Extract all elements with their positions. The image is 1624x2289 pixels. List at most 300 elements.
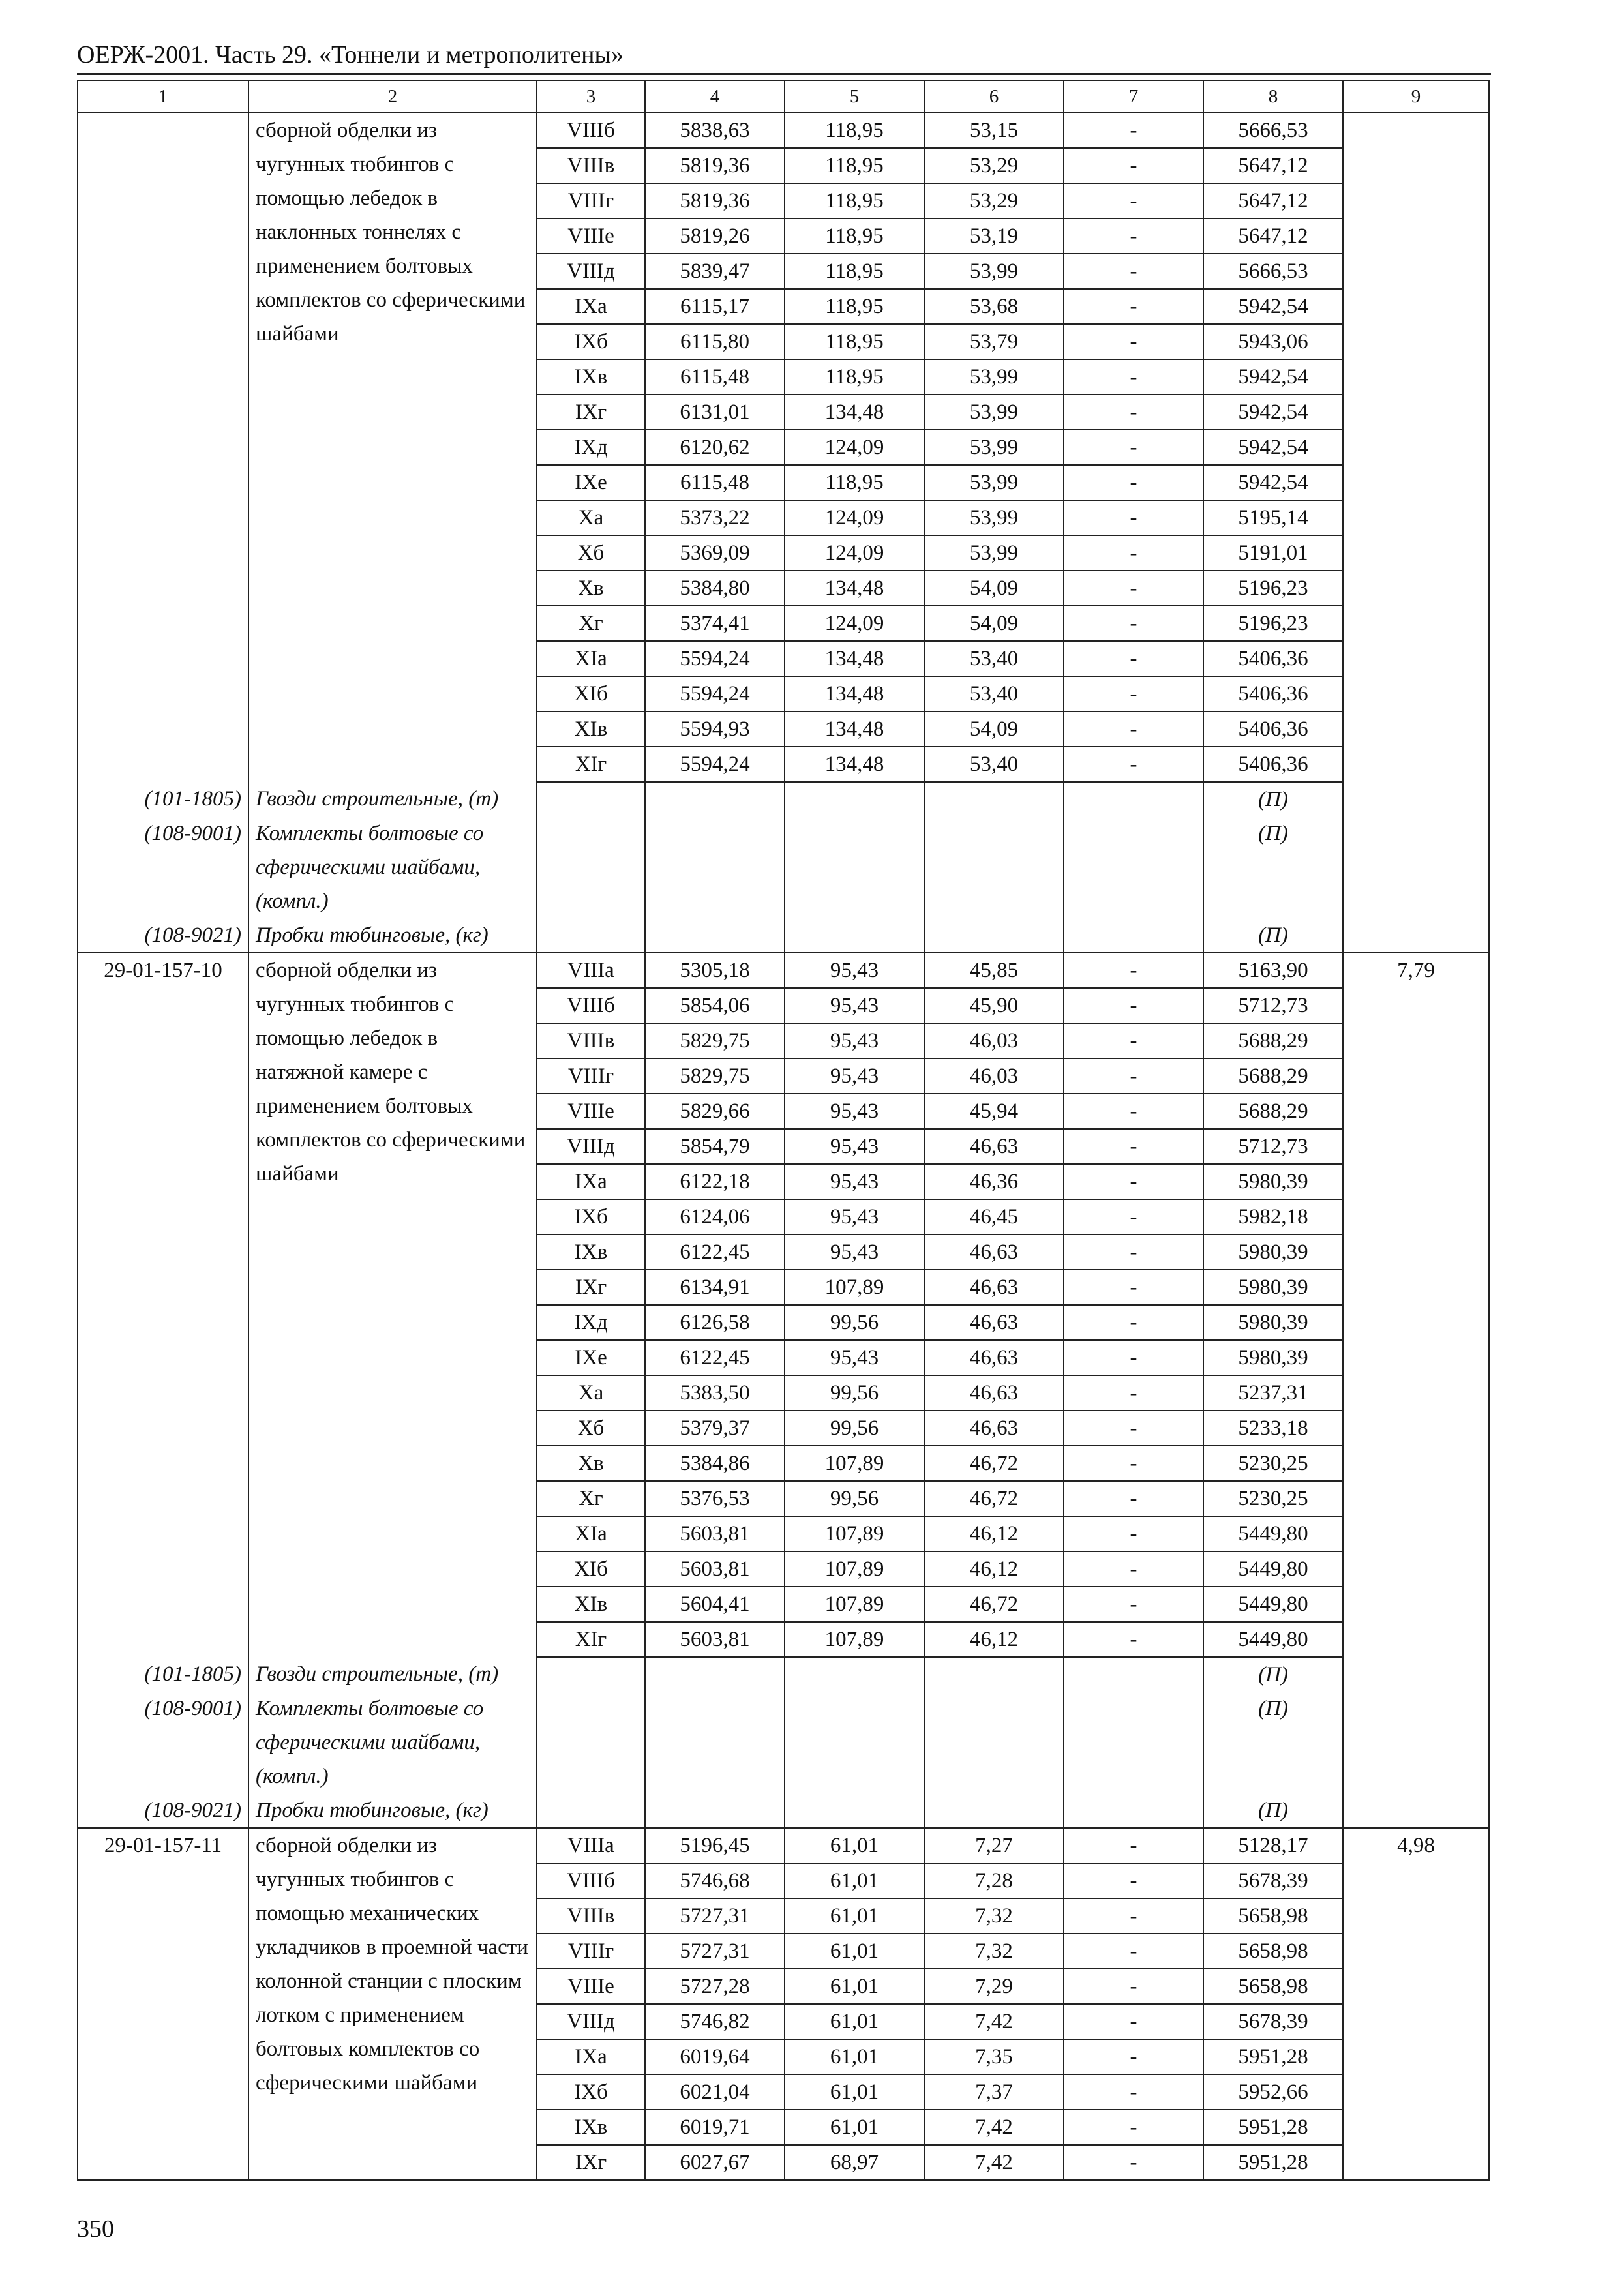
table-cell: 95,43 [785, 953, 924, 988]
table-cell: 5829,66 [645, 1094, 785, 1129]
resource-row [78, 1793, 1489, 1828]
table-cell: - [1064, 148, 1203, 183]
empty-cell [645, 816, 785, 918]
table-cell: 134,48 [785, 641, 924, 676]
empty-cell [924, 782, 1064, 816]
table-cell: Xа [537, 500, 645, 535]
table-cell: 5196,23 [1203, 571, 1343, 606]
resource-unit: (П) [1203, 918, 1343, 953]
table-cell: - [1064, 359, 1203, 395]
table-cell: XIг [537, 747, 645, 782]
table-cell: 61,01 [785, 1863, 924, 1898]
table-cell: 46,12 [924, 1551, 1064, 1587]
table-cell: 6124,06 [645, 1199, 785, 1234]
table-cell: 7,35 [924, 2039, 1064, 2074]
table-cell: 61,01 [785, 1898, 924, 1934]
table-cell: 118,95 [785, 148, 924, 183]
table-cell: 118,95 [785, 359, 924, 395]
table-cell: - [1064, 988, 1203, 1023]
table-cell: 46,12 [924, 1516, 1064, 1551]
table-cell: 134,48 [785, 571, 924, 606]
page-header-title: ОЕРЖ-2001. Часть 29. «Тоннели и метрополитены» [77, 41, 624, 68]
column-header: 9 [1343, 80, 1489, 113]
table-cell: 6122,45 [645, 1234, 785, 1270]
resource-name: Комплекты болтовые со сферическими шайбами, (компл.) [248, 816, 537, 918]
table-cell: 5406,36 [1203, 641, 1343, 676]
table-cell: 68,97 [785, 2145, 924, 2180]
table-cell: 95,43 [785, 1340, 924, 1375]
table-cell: IXд [537, 1305, 645, 1340]
rate-code: 29-01-157-10 [78, 953, 248, 1657]
table-cell: 107,89 [785, 1446, 924, 1481]
table-cell: 46,63 [924, 1411, 1064, 1446]
resource-code: (108-9021) [78, 1793, 248, 1828]
table-cell: 6115,17 [645, 289, 785, 324]
table-cell: 7,42 [924, 2110, 1064, 2145]
table-cell: - [1064, 1934, 1203, 1969]
table-cell: - [1064, 1411, 1203, 1446]
table-cell: 61,01 [785, 2004, 924, 2039]
table-cell: 5603,81 [645, 1622, 785, 1657]
table-cell: IXд [537, 430, 645, 465]
table-cell: - [1064, 1305, 1203, 1340]
table-cell: 107,89 [785, 1587, 924, 1622]
empty-cell [1064, 1657, 1203, 1692]
table-cell: 6021,04 [645, 2074, 785, 2110]
empty-cell [645, 1793, 785, 1828]
table-cell: 53,99 [924, 395, 1064, 430]
table-cell: 46,63 [924, 1375, 1064, 1411]
table-cell: 53,40 [924, 676, 1064, 711]
table-cell: - [1064, 1340, 1203, 1375]
table-cell: 5980,39 [1203, 1305, 1343, 1340]
table-cell: 5727,31 [645, 1898, 785, 1934]
resource-name: Пробки тюбинговые, (кг) [248, 918, 537, 953]
table-cell: 5594,24 [645, 676, 785, 711]
resource-unit: (П) [1203, 782, 1343, 816]
table-cell: 5449,80 [1203, 1587, 1343, 1622]
table-cell: IXв [537, 1234, 645, 1270]
table-cell: 53,68 [924, 289, 1064, 324]
table-cell: 6126,58 [645, 1305, 785, 1340]
table-cell: 5233,18 [1203, 1411, 1343, 1446]
table-cell: 5819,36 [645, 148, 785, 183]
table-cell: - [1064, 289, 1203, 324]
table-cell: 107,89 [785, 1622, 924, 1657]
table-cell: 5678,39 [1203, 1863, 1343, 1898]
table-cell: 5951,28 [1203, 2039, 1343, 2074]
table-cell: 7,32 [924, 1898, 1064, 1934]
table-cell: - [1064, 676, 1203, 711]
table-cell: VIIIб [537, 988, 645, 1023]
table-cell: 5942,54 [1203, 430, 1343, 465]
table-cell: 6019,64 [645, 2039, 785, 2074]
table-cell: 5951,28 [1203, 2110, 1343, 2145]
table-row [78, 1828, 1489, 1863]
table-cell: 45,85 [924, 953, 1064, 988]
table-cell: IXа [537, 1164, 645, 1199]
table-cell: 53,15 [924, 113, 1064, 148]
table-cell: - [1064, 571, 1203, 606]
table-cell: 53,19 [924, 218, 1064, 254]
table-cell: - [1064, 747, 1203, 782]
empty-cell [1064, 816, 1203, 918]
table-cell: 107,89 [785, 1516, 924, 1551]
table-cell: 95,43 [785, 1234, 924, 1270]
table-cell: 46,72 [924, 1481, 1064, 1516]
table-cell: 5942,54 [1203, 359, 1343, 395]
column-header: 3 [537, 80, 645, 113]
page-number: 350 [77, 2215, 114, 2243]
empty-cell [537, 1657, 645, 1692]
table-cell: 134,48 [785, 747, 924, 782]
table-cell: 118,95 [785, 324, 924, 359]
table-cell: 5196,45 [645, 1828, 785, 1863]
table-cell: 5195,14 [1203, 500, 1343, 535]
table-cell: - [1064, 1164, 1203, 1199]
table-cell: 5658,98 [1203, 1934, 1343, 1969]
table-cell: - [1064, 2074, 1203, 2110]
table-cell: 53,99 [924, 465, 1064, 500]
table-cell: - [1064, 1828, 1203, 1863]
table-cell: 53,99 [924, 535, 1064, 571]
table-cell: 5449,80 [1203, 1622, 1343, 1657]
table-cell: - [1064, 430, 1203, 465]
table-cell: 5688,29 [1203, 1058, 1343, 1094]
table-cell: 134,48 [785, 395, 924, 430]
table-cell: - [1064, 1898, 1203, 1934]
table-cell: 5819,36 [645, 183, 785, 218]
table-cell: IXв [537, 2110, 645, 2145]
table-cell: 5712,73 [1203, 988, 1343, 1023]
table-cell: 53,29 [924, 148, 1064, 183]
resource-name: Пробки тюбинговые, (кг) [248, 1793, 537, 1828]
resource-unit: (П) [1203, 1793, 1343, 1828]
table-cell: VIIIе [537, 218, 645, 254]
table-cell: 7,28 [924, 1863, 1064, 1898]
table-cell: 95,43 [785, 1164, 924, 1199]
empty-cell [785, 1657, 924, 1692]
table-cell: 45,94 [924, 1094, 1064, 1129]
empty-cell [645, 1657, 785, 1692]
table-cell: 134,48 [785, 711, 924, 747]
empty-cell [645, 782, 785, 816]
table-cell: 6122,45 [645, 1340, 785, 1375]
table-cell: - [1064, 711, 1203, 747]
empty-cell [645, 1692, 785, 1793]
table-cell: 5658,98 [1203, 1969, 1343, 2004]
table-cell: 53,99 [924, 500, 1064, 535]
table-cell: - [1064, 1023, 1203, 1058]
empty-cell [785, 1692, 924, 1793]
table-cell: 6115,48 [645, 465, 785, 500]
table-cell: VIIIв [537, 148, 645, 183]
table-cell: 5980,39 [1203, 1340, 1343, 1375]
table-cell: - [1064, 1094, 1203, 1129]
table-cell: 6019,71 [645, 2110, 785, 2145]
table-cell: 118,95 [785, 254, 924, 289]
table-cell: 5374,41 [645, 606, 785, 641]
empty-cell [924, 918, 1064, 953]
table-cell: 5128,17 [1203, 1828, 1343, 1863]
table-cell: - [1064, 1199, 1203, 1234]
resource-unit: (П) [1203, 816, 1343, 918]
table-cell: 5594,93 [645, 711, 785, 747]
column-header: 1 [78, 80, 248, 113]
empty-cell [785, 816, 924, 918]
table-cell: - [1064, 500, 1203, 535]
table-cell: 5406,36 [1203, 711, 1343, 747]
table-cell: 61,01 [785, 2039, 924, 2074]
table-cell: 54,09 [924, 711, 1064, 747]
table-cell: 5230,25 [1203, 1481, 1343, 1516]
table-cell: XIв [537, 711, 645, 747]
table-cell: 5666,53 [1203, 113, 1343, 148]
resource-name: Гвозди строительные, (т) [248, 1657, 537, 1692]
table-cell: IXг [537, 395, 645, 430]
table-cell: 5943,06 [1203, 324, 1343, 359]
table-cell: 5406,36 [1203, 676, 1343, 711]
table-cell: 5191,01 [1203, 535, 1343, 571]
table-cell: IXе [537, 1340, 645, 1375]
resource-name: Гвозди строительные, (т) [248, 782, 537, 816]
table-cell: 95,43 [785, 1058, 924, 1094]
empty-cell [537, 1692, 645, 1793]
table-cell: 5604,41 [645, 1587, 785, 1622]
table-cell: VIIIа [537, 1828, 645, 1863]
table-cell: - [1064, 535, 1203, 571]
table-cell: 5376,53 [645, 1481, 785, 1516]
table-cell: 5666,53 [1203, 254, 1343, 289]
table-cell: 99,56 [785, 1411, 924, 1446]
table-cell: 99,56 [785, 1305, 924, 1340]
table-cell: 5647,12 [1203, 183, 1343, 218]
empty-cell [1064, 1793, 1203, 1828]
table-cell: 107,89 [785, 1551, 924, 1587]
empty-cell [924, 816, 1064, 918]
empty-cell [537, 816, 645, 918]
column-number-row [78, 80, 1489, 113]
empty-cell [924, 1657, 1064, 1692]
table-cell: 46,63 [924, 1129, 1064, 1164]
table-cell: 6134,91 [645, 1270, 785, 1305]
table-cell: 6115,80 [645, 324, 785, 359]
empty-cell [1064, 1692, 1203, 1793]
table-cell: 7,37 [924, 2074, 1064, 2110]
rate-code [78, 113, 248, 782]
table-cell: - [1064, 953, 1203, 988]
table-cell: IXб [537, 2074, 645, 2110]
column-header: 8 [1203, 80, 1343, 113]
table-cell: 53,40 [924, 747, 1064, 782]
table-cell: - [1064, 2004, 1203, 2039]
table-cell: VIIIе [537, 1094, 645, 1129]
table-cell: 61,01 [785, 1969, 924, 2004]
table-cell: - [1064, 1270, 1203, 1305]
table-cell: 7,42 [924, 2145, 1064, 2180]
table-cell: 5647,12 [1203, 148, 1343, 183]
table-cell: XIг [537, 1622, 645, 1657]
table-cell: 46,72 [924, 1587, 1064, 1622]
table-cell: 46,63 [924, 1270, 1064, 1305]
table-cell: 5982,18 [1203, 1199, 1343, 1234]
table-cell: 95,43 [785, 1129, 924, 1164]
table-cell: 5384,86 [645, 1446, 785, 1481]
table-cell: VIIIа [537, 953, 645, 988]
table-cell: 5384,80 [645, 571, 785, 606]
table-cell: VIIIг [537, 1934, 645, 1969]
table-cell: 7,32 [924, 1934, 1064, 1969]
empty-cell [785, 1793, 924, 1828]
work-description: сборной обделки из чугунных тюбингов с помощью лебедок в наклонных тоннелях с применением болтовых комплектов со сферическими шайбами [248, 113, 537, 782]
table-cell: 7,29 [924, 1969, 1064, 2004]
table-cell: - [1064, 1129, 1203, 1164]
table-cell: IXа [537, 2039, 645, 2074]
table-cell: 5369,09 [645, 535, 785, 571]
table-cell: 61,01 [785, 1828, 924, 1863]
table-cell: 5373,22 [645, 500, 785, 535]
table-cell: 124,09 [785, 606, 924, 641]
table-cell: IXе [537, 465, 645, 500]
table-cell: 5952,66 [1203, 2074, 1343, 2110]
table-cell: 5406,36 [1203, 747, 1343, 782]
table-cell: 95,43 [785, 1199, 924, 1234]
table-cell: 46,63 [924, 1340, 1064, 1375]
table-cell: 95,43 [785, 1094, 924, 1129]
resource-code: (108-9001) [78, 1692, 248, 1793]
table-cell: 5305,18 [645, 953, 785, 988]
table-cell: 5980,39 [1203, 1270, 1343, 1305]
resource-row [78, 918, 1489, 953]
table-cell: 5819,26 [645, 218, 785, 254]
table-cell: - [1064, 606, 1203, 641]
table-cell: 5383,50 [645, 1375, 785, 1411]
table-cell: 5647,12 [1203, 218, 1343, 254]
table-cell: - [1064, 183, 1203, 218]
resource-row [78, 816, 1489, 918]
empty-cell [785, 782, 924, 816]
table-cell: 99,56 [785, 1375, 924, 1411]
table-cell: 5829,75 [645, 1023, 785, 1058]
table-cell: 5746,68 [645, 1863, 785, 1898]
table-cell: Xг [537, 606, 645, 641]
table-cell: 5727,31 [645, 1934, 785, 1969]
table-cell: 118,95 [785, 113, 924, 148]
rate-code: 29-01-157-11 [78, 1828, 248, 2180]
table-cell: VIIIд [537, 254, 645, 289]
table-cell: 5658,98 [1203, 1898, 1343, 1934]
table-cell: 118,95 [785, 218, 924, 254]
table-cell: 61,01 [785, 1934, 924, 1969]
col9-value: 4,98 [1343, 1828, 1489, 2180]
table-cell: 5449,80 [1203, 1551, 1343, 1587]
table-cell: VIIIд [537, 2004, 645, 2039]
table-cell: VIIIб [537, 1863, 645, 1898]
table-cell: - [1064, 1481, 1203, 1516]
table-cell: - [1064, 113, 1203, 148]
empty-cell [1064, 782, 1203, 816]
table-cell: 95,43 [785, 1023, 924, 1058]
table-cell: - [1064, 1446, 1203, 1481]
table-cell: - [1064, 1516, 1203, 1551]
table-cell: - [1064, 1587, 1203, 1622]
table-cell: IXг [537, 1270, 645, 1305]
column-header: 7 [1064, 80, 1203, 113]
table-cell: 5379,37 [645, 1411, 785, 1446]
table-cell: 99,56 [785, 1481, 924, 1516]
table-cell: 53,99 [924, 359, 1064, 395]
work-description: сборной обделки из чугунных тюбингов с помощью лебедок в натяжной камере с применением болтовых комплектов со сферическими шайбами [248, 953, 537, 1657]
table-cell: 5980,39 [1203, 1164, 1343, 1199]
empty-cell [1064, 918, 1203, 953]
table-cell: - [1064, 2110, 1203, 2145]
table-cell: 53,40 [924, 641, 1064, 676]
table-cell: - [1064, 465, 1203, 500]
table-cell: - [1064, 254, 1203, 289]
table-cell: Xг [537, 1481, 645, 1516]
table-cell: 5449,80 [1203, 1516, 1343, 1551]
table-cell: - [1064, 1375, 1203, 1411]
table-cell: 5942,54 [1203, 289, 1343, 324]
table-cell: VIIIг [537, 183, 645, 218]
table-cell: - [1064, 641, 1203, 676]
table-cell: 46,03 [924, 1058, 1064, 1094]
table-cell: - [1064, 2145, 1203, 2180]
table-cell: 124,09 [785, 500, 924, 535]
table-cell: XIв [537, 1587, 645, 1622]
col9-value: 7,79 [1343, 953, 1489, 1828]
table-cell: 5688,29 [1203, 1023, 1343, 1058]
table-cell: 107,89 [785, 1270, 924, 1305]
table-cell: 5712,73 [1203, 1129, 1343, 1164]
table-cell: IXа [537, 289, 645, 324]
table-cell: Xв [537, 1446, 645, 1481]
table-cell: 6122,18 [645, 1164, 785, 1199]
table-cell: 6115,48 [645, 359, 785, 395]
table-cell: 6131,01 [645, 395, 785, 430]
empty-cell [537, 1793, 645, 1828]
table-cell: - [1064, 1058, 1203, 1094]
resource-unit: (П) [1203, 1657, 1343, 1692]
table-cell: 53,99 [924, 430, 1064, 465]
rates-table [77, 80, 1490, 2181]
table-cell: 7,27 [924, 1828, 1064, 1863]
table-cell: IXв [537, 359, 645, 395]
empty-cell [537, 918, 645, 953]
table-cell: 124,09 [785, 535, 924, 571]
table-cell: VIIIд [537, 1129, 645, 1164]
resource-row [78, 1657, 1489, 1692]
table-cell: - [1064, 395, 1203, 430]
table-cell: 124,09 [785, 430, 924, 465]
table-cell: 118,95 [785, 183, 924, 218]
table-cell: 46,45 [924, 1199, 1064, 1234]
table-cell: 46,72 [924, 1446, 1064, 1481]
resource-row [78, 1692, 1489, 1793]
empty-cell [924, 1793, 1064, 1828]
table-cell: IXг [537, 2145, 645, 2180]
table-cell: 5594,24 [645, 641, 785, 676]
table-cell: 5163,90 [1203, 953, 1343, 988]
table-cell: - [1064, 1622, 1203, 1657]
table-cell: 118,95 [785, 289, 924, 324]
work-description: сборной обделки из чугунных тюбингов с помощью механических укладчиков в проемной части колонной станции с плоским лотком с применением болтовых комплектов со сферическими шайбами [248, 1828, 537, 2180]
resource-code: (101-1805) [78, 782, 248, 816]
empty-cell [785, 918, 924, 953]
table-cell: 5603,81 [645, 1551, 785, 1587]
table-cell: VIIIв [537, 1023, 645, 1058]
table-cell: 5603,81 [645, 1516, 785, 1551]
